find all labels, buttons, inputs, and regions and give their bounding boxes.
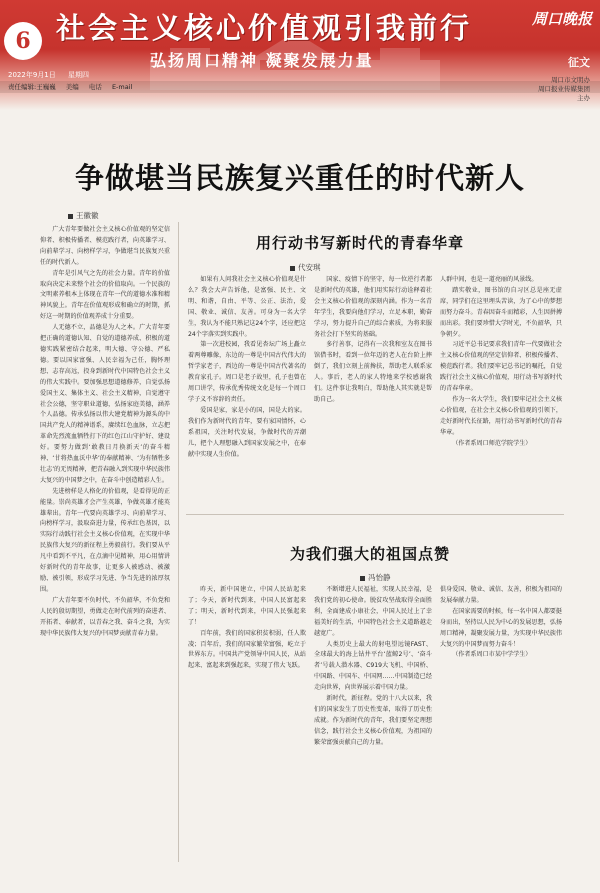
article-three-headline: 为我们强大的祖国点赞 [290,545,451,563]
newspaper-logo: 周口晚报 [531,10,592,28]
main-headline: 争做堪当民族复兴重任的时代新人 [74,161,525,195]
paragraph: 广大青年要做社会主义核心价值观的坚定信仰者、积极传播者、模范践行者，向英雄学习、向前辈学习、向榜样学习，争做堪当民族复兴重任的时代新人。 [40,226,170,266]
editor: 责任编辑:王巍巍 [8,83,56,91]
article-two-byline: 代安琪 [290,262,321,273]
paragraph: 青年是引风气之先的社会力量。青年的价值取向决定未来整个社会的价值取向。一个民族的文明素养根本上体现在青年一代的道德水准和精神风貌上。青年在价值观形成和确立的时期，抓好这一时期的价值观养成十分重要。 [40,269,170,321]
paragraph: 昨天，新中国建立，中国人民站起来了；今天，新时代到来，中国人民富起来了；明天，新时代到来，中国人民强起来了！ [188,586,306,626]
organizer-2: 周口报业传媒集团 [538,85,590,93]
paragraph: 第一次进校园，我看见杏坛广场上矗立着两尊雕像，东边的一尊是中国古代伟大的哲学家老子，西边的一尊是中国古代著名的教育家孔子。周口是老子故里，孔子也曾在周口讲学，传承优秀传统文化是每一个周口学子义不容辞的责任。 [188,341,306,403]
masthead-title: 社会主义核心价值观引我前行 [56,11,473,45]
paragraph: 习近平总书记要求我们青年一代要做社会主义核心价值观的坚定信仰者、积极传播者、模范践行者。我们要牢记总书记的嘱托，自觉践行社会主义核心价值观，用行动书写新时代的青春华章。 [440,341,562,393]
phone: 电话 [88,83,102,91]
column-divider [178,222,179,862]
date: 2022年9月1日 [8,71,56,79]
paragraph: 人群中间，也是一道亮丽的风景线。 [440,276,538,283]
paragraph: 如果有人问我社会主义核心价值观是什么？我会大声告诉他，是富强、民主、文明、和谐，自由、平等、公正、法治，爱国、敬业、诚信、友善。可身为一名大学生，我认为不能只熟记这24个字，还应把这24个字落实到实践中。 [188,276,306,338]
designer: 美编 [65,83,79,91]
byline-square-icon [360,576,365,581]
byline-square-icon [290,266,295,271]
paragraph: 踏实敬业，图书馆的自习区总是座无虚席，同学们在这里埋头苦读，为了心中的梦想而努力奋斗。青春因奋斗而精彩，人生因拼搏而出彩。我们要珍惜大学时光，不负韶华，只争朝夕。 [440,286,562,338]
section-divider [186,514,564,515]
organizers [538,76,590,103]
date-line [8,70,99,80]
paragraph: 在国家需要的时候，每一名中国人都要挺身而出，坚持以人民为中心的发展思想，弘扬周口精神，凝聚发展力量，为实现中华民族伟大复兴的中国梦而努力奋斗！ [440,607,562,648]
masthead [0,0,600,110]
paragraph: 作为一名大学生，我们要牢记社会主义核心价值观，在社会主义核心价值观的引领下，走好新时代长征路，用行动书写新时代的青春华章。 [440,395,562,436]
masthead-subtitle: 弘扬周口精神 凝聚发展力量 [150,51,374,70]
main-article-body [40,225,170,853]
organizer-role: 主办 [577,94,590,102]
section-label: 征文 [568,56,590,69]
article-two-col-1 [188,275,306,507]
paragraph: 人类历史上最大的射电望远镜FAST、全球最大的海上钻井平台‘蓝鲸2号’、‘奋斗者’号载人潜水器、C919大飞机、中国桥、中国路、中国车、中国网……中国制造已经走向世界，向世界展示着中国力量。 [314,640,432,692]
email: E-mail [111,83,133,91]
paragraph: 广大青年要不负时代、不负韶华，不负党和人民的殷切期望，勇做走在时代前列的奋进者、开拓者、奉献者，以青春之我、奋斗之我，为实现中华民族伟大复兴的中国梦贡献青春力量。 [40,596,170,637]
article-two-headline: 用行动书写新时代的青春华章 [256,234,465,252]
article-three-col-1 [188,585,306,853]
paragraph: 先进榜样是人格化的价值观，是看得见的正能量。崇尚英雄才会产生英雄，争做英雄才能英雄辈出。青年一代要向英雄学习、向前辈学习、向榜样学习，汲取奋进力量，传承红色基因，以实际行动践行社会主义核心价值观，在实现中华民族伟大复兴的新征程上勇毅前行。我们要从平凡中看到不平凡，在点滴中见精神，用心用情讲好新时代的青年故事，让更多人被感动、被激励、被引领，形成学习先进、争当先进的浓厚氛围。 [40,487,170,593]
paragraph: 百年前，我们的国家积贫积弱，任人欺凌；百年后，我们的国家繁荣富强，屹立于世界东方。中国共产党领导中国人民，从站起来、富起来到强起来，实现了伟大飞跃。 [188,629,306,670]
article-three-col-2 [314,585,432,853]
paragraph: 多行善事，记得有一次我和室友在图书馆借书时，看到一位年迈的老人在台阶上摔倒了，我们立刻上前搀扶，帮助老人联系家人。事后，老人的家人特地来学校感谢我们。这件事让我明白，帮助他人其实就是帮助自己。 [314,341,432,403]
article-two-col-2 [314,275,432,507]
paragraph: 国家、疫情下的坚守，每一位逆行者都是新时代的英雄，他们用实际行动诠释着社会主义核心价值观的深刻内涵。作为一名青年学生，我要向他们学习，立足本职，勤奋学习，努力提升自己的综合素质，为将来服务社会打下坚实的基础。 [314,276,432,338]
main-byline: 王徽徽 [68,210,99,221]
organizer-1: 周口市文明办 [551,76,590,84]
article-three-col-3 [440,585,562,853]
paragraph: 不断增进人民福祉，实现人民幸福，是我们党的初心使命。脱贫攻坚战取得全面胜利，全面建成小康社会，中国人民过上了幸福美好的生活，中国特色社会主义道路越走越宽广。 [314,586,432,637]
article-three-byline: 冯怡静 [360,572,391,583]
editor-line [8,81,140,93]
paragraph: （作者系周口师范学院学生） [452,439,532,447]
article-two-col-3 [440,275,562,507]
paragraph: 人无德不立，品德是为人之本。广大青年要把正确的道德认知、自觉的道德养成、积极的道德实践紧密结合起来，明大德、守公德、严私德。要以国家富强、人民幸福为己任，胸怀理想、志存高远，投身到新时代中国特色社会主义的伟大实践中。要加强思想道德修养，自觉弘扬爱国主义、集体主义、社会主义精神，自觉遵守社会公德，坚守职业道德，弘扬家庭美德，涵养个人品德。传承弘扬以伟大建党精神为源头的中国共产党人的精神谱系，赓续红色血脉，立志把革命先烈流血牺牲打下的红色江山守护好、建设好。要努力做到‘敢教日月换新天’的奋斗精神、‘甘将热血沃中华’的奉献精神、‘为有牺牲多壮志’的无畏精神，把青春融入到实现中华民族伟大复兴的中国梦之中，在奋斗中创造精彩人生。 [40,324,170,484]
paragraph: 新时代，新征程。党的十八大以来，我们的国家发生了历史性变革，取得了历史性成就。作为新时代的青年，我们要坚定理想信念，践行社会主义核心价值观，为祖国的繁荣富强贡献自己的力量。 [314,695,432,746]
byline-square-icon [68,214,73,219]
page-number: 6 [4,22,42,60]
weekday: 星期四 [67,71,89,79]
paragraph: 俱身爱国、敬业、诚信、友善，积极为祖国的发展奉献力量。 [440,586,562,604]
paragraph: （作者系周口市某中学学生） [452,651,532,659]
paragraph: 爱国是家，家是小的国，国是大的家。我们作为新时代的青年，要有家国情怀，心系祖国，关注时代发展，争做时代的弄潮儿，把个人理想融入到国家发展之中，在奉献中实现人生价值。 [188,406,306,458]
